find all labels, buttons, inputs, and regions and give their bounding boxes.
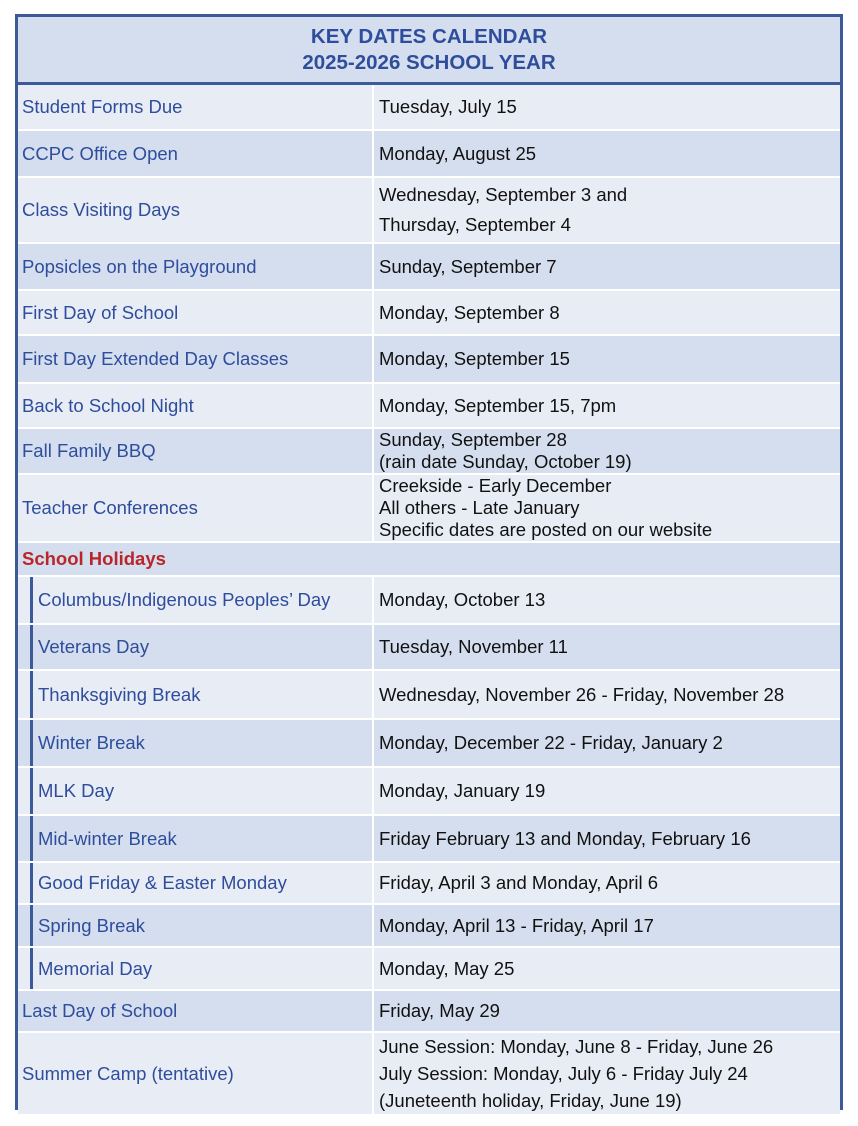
title-line-2: 2025-2026 SCHOOL YEAR — [302, 50, 556, 74]
holiday-name: Memorial Day — [38, 957, 153, 979]
event-label: Popsicles on the Playground — [18, 244, 374, 289]
date-line: Monday, April 13 - Friday, April 17 — [379, 914, 654, 936]
table-row — [18, 577, 840, 625]
holiday-label — [18, 905, 374, 946]
holiday-date — [374, 577, 840, 623]
table-row — [18, 336, 840, 384]
date-line: Creekside - Early December — [379, 475, 612, 496]
event-label: Back to School Night — [18, 384, 374, 427]
event-date — [374, 384, 840, 427]
indent-bar — [30, 720, 33, 766]
date-line: Monday, September 15, 7pm — [379, 394, 617, 416]
date-line: Monday, August 25 — [379, 142, 537, 164]
holiday-label — [18, 625, 374, 669]
indent-bar — [30, 816, 33, 861]
event-date — [374, 85, 840, 129]
table-row — [18, 863, 840, 905]
date-line: Sunday, September 7 — [379, 255, 557, 277]
date-line: July Session: Monday, July 6 - Friday July 24 — [379, 1063, 748, 1084]
event-date — [374, 336, 840, 382]
table-header — [18, 17, 840, 85]
table-row — [18, 291, 840, 336]
event-date — [374, 429, 840, 473]
event-date — [374, 178, 840, 242]
indent-bar — [30, 577, 33, 623]
holiday-label — [18, 577, 374, 623]
date-line: Specific dates are posted on our website — [379, 519, 713, 540]
holiday-label — [18, 720, 374, 766]
event-label: First Day Extended Day Classes — [18, 336, 374, 382]
date-line: Friday February 13 and Monday, February 16 — [379, 827, 751, 849]
holiday-date — [374, 671, 840, 718]
event-date — [374, 991, 840, 1031]
date-line: Friday, April 3 and Monday, April 6 — [379, 872, 659, 893]
date-line: (Juneteenth holiday, Friday, June 19) — [379, 1090, 682, 1111]
holiday-name: Good Friday & Easter Monday — [38, 872, 287, 893]
event-label: Fall Family BBQ — [18, 429, 374, 473]
indent-bar — [30, 863, 33, 903]
table-row — [18, 625, 840, 671]
table-row — [18, 1033, 840, 1114]
holiday-date — [374, 768, 840, 814]
table-row — [18, 720, 840, 768]
date-line: Monday, January 19 — [379, 780, 546, 801]
holiday-name: Spring Break — [38, 914, 145, 936]
event-label: First Day of School — [18, 291, 374, 334]
date-line: June Session: Monday, June 8 - Friday, June 26 — [379, 1036, 774, 1057]
date-line: Thursday, September 4 — [379, 214, 571, 235]
table-row — [18, 905, 840, 948]
table-row — [18, 768, 840, 816]
table-row — [18, 85, 840, 131]
date-line: Monday, September 8 — [379, 301, 560, 323]
holiday-name: Mid-winter Break — [38, 827, 177, 849]
indent-bar — [30, 905, 33, 946]
table-row — [18, 429, 840, 475]
table-row — [18, 991, 840, 1033]
holiday-date — [374, 905, 840, 946]
holiday-label — [18, 863, 374, 903]
date-line: Monday, May 25 — [379, 957, 515, 979]
date-line: Monday, September 15 — [379, 348, 570, 369]
holiday-name: Winter Break — [38, 732, 145, 753]
holiday-date — [374, 863, 840, 903]
holiday-label — [18, 816, 374, 861]
event-date — [374, 1033, 840, 1114]
holiday-name: Columbus/Indigenous Peoples’ Day — [38, 589, 331, 610]
table-row — [18, 131, 840, 178]
date-line: (rain date Sunday, October 19) — [379, 451, 632, 472]
event-date — [374, 291, 840, 334]
title-line-1: KEY DATES CALENDAR — [310, 24, 548, 48]
holiday-date — [374, 948, 840, 989]
event-date — [374, 244, 840, 289]
table-row — [18, 384, 840, 429]
date-line: All others - Late January — [379, 497, 580, 518]
date-line: Friday, May 29 — [379, 1000, 500, 1021]
date-line: Tuesday, July 15 — [379, 96, 517, 117]
table-row — [18, 475, 840, 543]
date-line: Wednesday, September 3 and — [379, 184, 628, 205]
holiday-date — [374, 720, 840, 766]
event-label: Last Day of School — [18, 991, 374, 1031]
holiday-label — [18, 948, 374, 989]
date-line: Monday, October 13 — [379, 589, 546, 610]
date-line: Sunday, September 28 — [379, 429, 567, 450]
date-line: Tuesday, November 11 — [379, 636, 568, 657]
school-holidays-heading: School Holidays — [18, 543, 840, 577]
indent-bar — [30, 768, 33, 814]
table-row — [18, 244, 840, 291]
holiday-name: Thanksgiving Break — [38, 683, 201, 705]
holiday-name: MLK Day — [38, 780, 115, 801]
event-date — [374, 131, 840, 176]
event-label: Class Visiting Days — [18, 178, 374, 242]
date-line: Monday, December 22 - Friday, January 2 — [379, 732, 723, 753]
holiday-date — [374, 816, 840, 861]
event-label: Teacher Conferences — [18, 475, 374, 541]
indent-bar — [30, 625, 33, 669]
event-label: Student Forms Due — [18, 85, 374, 129]
event-label: Summer Camp (tentative) — [18, 1033, 374, 1114]
table-row — [18, 671, 840, 720]
holiday-date — [374, 625, 840, 669]
table-row — [18, 816, 840, 863]
holiday-label — [18, 768, 374, 814]
event-date — [374, 475, 840, 541]
holiday-label — [18, 671, 374, 718]
date-line: Wednesday, November 26 - Friday, November 28 — [379, 683, 785, 705]
event-label: CCPC Office Open — [18, 131, 374, 176]
indent-bar — [30, 948, 33, 989]
holiday-name: Veterans Day — [38, 636, 150, 657]
key-dates-table — [15, 14, 843, 1110]
table-row — [18, 948, 840, 991]
indent-bar — [30, 671, 33, 718]
table-row — [18, 178, 840, 244]
